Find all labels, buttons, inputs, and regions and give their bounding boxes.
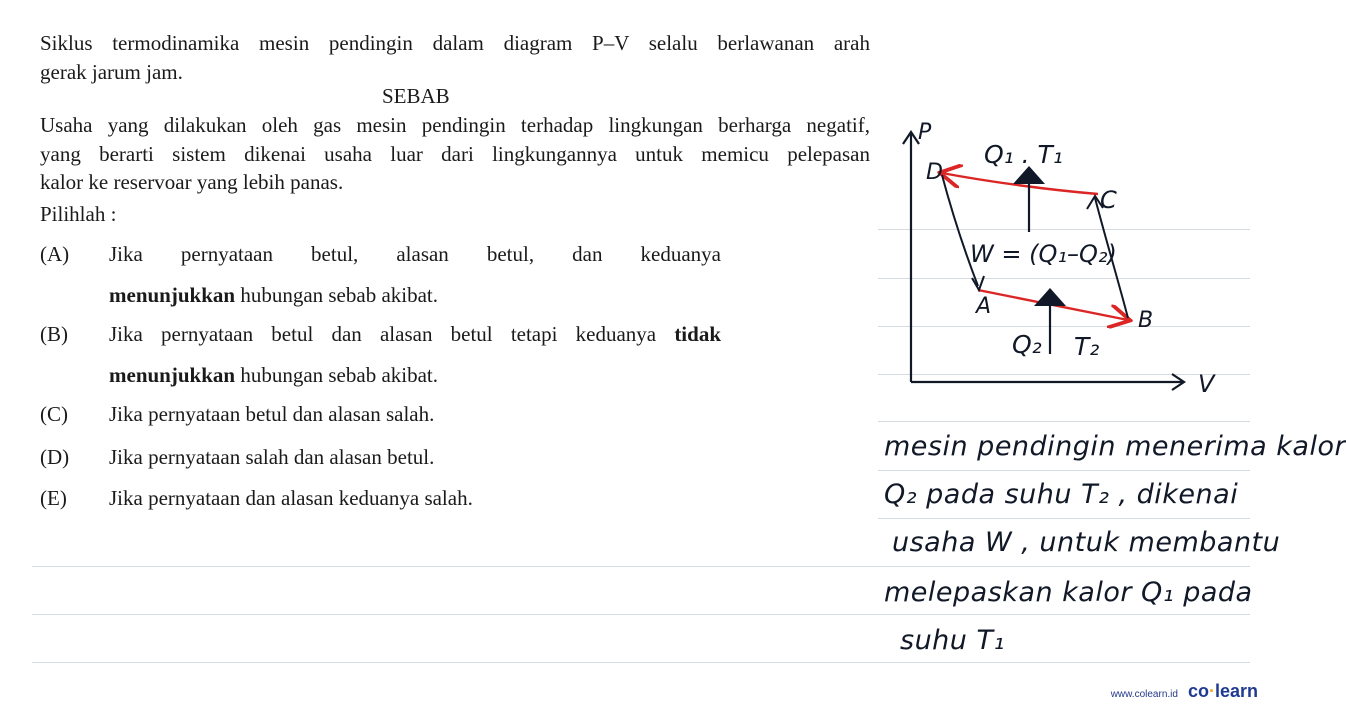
option-letter: (D) bbox=[40, 445, 70, 469]
brand-part: co bbox=[1187, 681, 1209, 701]
sebab-connector: SEBAB bbox=[382, 84, 450, 108]
emphasis-text: menunjukkan bbox=[109, 283, 236, 307]
point-d-label: D bbox=[926, 160, 943, 185]
handwritten-note-line: usaha W , untuk membantu bbox=[892, 527, 1281, 558]
footer-branding bbox=[1111, 681, 1258, 702]
emphasis-text: menunjukkan bbox=[109, 363, 236, 387]
ruled-line bbox=[32, 662, 1250, 663]
option-text: Jika pernyataan betul dan alasan salah. bbox=[109, 402, 435, 426]
point-b-label: B bbox=[1138, 308, 1154, 333]
heat-q2-arrowhead bbox=[1034, 288, 1066, 306]
option-text bbox=[109, 320, 721, 349]
ruled-line bbox=[878, 518, 1250, 519]
ruled-line bbox=[32, 566, 1250, 567]
option-letter: (E) bbox=[40, 486, 67, 510]
option-letter: (A) bbox=[40, 242, 70, 266]
option-letter: (B) bbox=[40, 322, 68, 346]
option-text-rest: Jika pernyataan betul dan alasan betul tetapi keduanya bbox=[109, 322, 657, 346]
option-text bbox=[109, 361, 438, 390]
point-c-label: C bbox=[1100, 186, 1117, 214]
option-text: Jika pernyataan dan alasan keduanya salah. bbox=[109, 486, 473, 510]
point-a-label: A bbox=[976, 294, 992, 319]
handwritten-note-line: mesin pendingin menerima kalor bbox=[884, 431, 1346, 462]
reason-line: Usaha yang dilakukan oleh gas mesin pendingin terhadap lingkungan berharga negatif, bbox=[40, 113, 870, 137]
temp-t2-label: T₂ bbox=[1074, 332, 1100, 361]
handwritten-note-line: suhu T₁ bbox=[900, 625, 1005, 656]
emphasis-text: tidak bbox=[674, 322, 721, 346]
option-text bbox=[109, 281, 438, 310]
option-text-rest: hubungan sebab akibat. bbox=[235, 363, 439, 387]
p-axis-label: P bbox=[918, 120, 932, 145]
brand-logo bbox=[1188, 681, 1258, 702]
option-letter: (C) bbox=[40, 402, 68, 426]
heat-q2-label: Q₂ bbox=[1012, 330, 1042, 359]
brand-part: learn bbox=[1214, 681, 1258, 701]
statement-line: Siklus termodinamika mesin pendingin dalam diagram P–V selalu berlawanan arah bbox=[40, 31, 870, 55]
ruled-line bbox=[878, 470, 1250, 471]
v-axis-label: V bbox=[1198, 370, 1215, 398]
ruled-line bbox=[32, 614, 1250, 615]
prompt-text: Pilihlah : bbox=[40, 202, 117, 226]
work-equation-label: W = (Q₁–Q₂) bbox=[970, 240, 1117, 268]
reason-line: yang berarti sistem dikenai usaha luar dari lingkungannya untuk memicu pelepasan bbox=[40, 142, 870, 166]
brand-dot: · bbox=[1208, 681, 1215, 701]
a-arrowhead bbox=[972, 276, 984, 290]
process-d-to-a bbox=[942, 175, 978, 286]
statement-line: gerak jarum jam. bbox=[40, 60, 183, 84]
reason-line: kalor ke reservoar yang lebih panas. bbox=[40, 170, 344, 194]
option-text-rest: hubungan sebab akibat. bbox=[235, 283, 439, 307]
ruled-line bbox=[878, 421, 1250, 422]
option-text: Jika pernyataan salah dan alasan betul. bbox=[109, 445, 435, 469]
handwritten-note-line: melepaskan kalor Q₁ pada bbox=[884, 577, 1253, 608]
handwritten-note-line: Q₂ pada suhu T₂ , dikenai bbox=[884, 479, 1239, 510]
heat-q1-t1-label: Q₁ . T₁ bbox=[984, 140, 1063, 169]
option-text: Jika pernyataan betul, alasan betul, dan keduanya bbox=[109, 242, 721, 266]
footer-url[interactable]: www.colearn.id bbox=[1110, 689, 1178, 700]
